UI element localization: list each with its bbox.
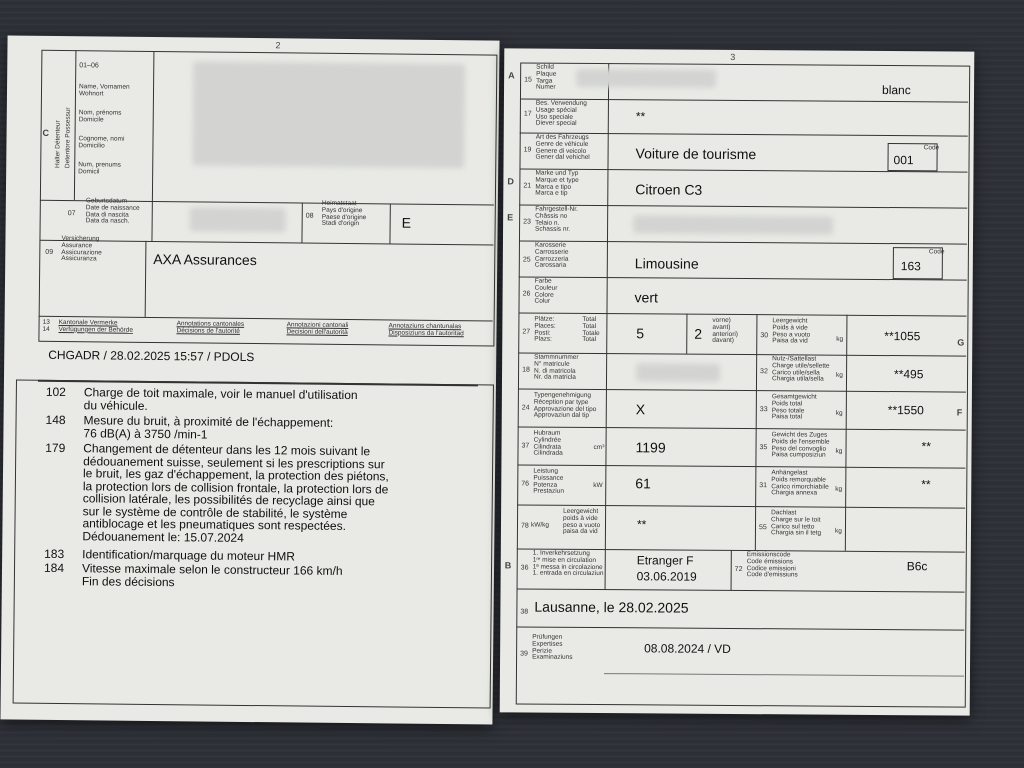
redacted-plate	[576, 69, 716, 88]
f25-code-label: Code	[928, 248, 945, 256]
f30-code: 30	[760, 332, 769, 340]
f25-label: Karosserie Carrosserie Carrozzeria Carossaria	[534, 241, 569, 270]
f55-unit: kg	[834, 527, 842, 535]
registration-page-left: 2 C Halter Détenteur Detentore Possessur 01–06 Name, Vornamen Wohnort Nom, prénoms Domicile Cognome, nomi Domicilio Num, prenums Domicil 07 Geburtsdatum Date de naissance Data di nascita Data da nasch. 08 Heimatstaat Pays d'origine Paese d'origine Stadi d'origin E 09 Versicherung Assurance Assicurazione Assicuranza AXA Assurances 13 14 Kantonale Vermerke Verfügungen der Behörde Annotations cantonales Décisions de l'autorité Annotazioni cantonali Decisioni dell'autorità Annotaziuns chantunalas Disposiziuns da l'autoritad CHGADR / 28.02.2025 15:57 / PDOLS 102 Charge de toit maximale, voir le manuel d'utilisation du véhicule. 148 Mesure du bruit, à proximité de l'échappement: 76 dB(A) à 3750 /min-1 179 Changement de détenteur dans les 12 mois suivant le dédouanement suisse, seulement si les prescriptions sur le bruit, les gaz d'échappement, la protection des piétons, la protection lors de collision frontale, la protection lors de collision latérale, les possibilités de recyclage ainsi que sur le système de contrôle de stabilité, le système antiblocage et les pneumatiques sont respectées. Dédouanement le: 15.07.2024 183 Identification/marquage du moteur HMR 184 Vitesse maximale selon le constructeur 166 km/h Fin des décisions	[0, 35, 499, 724]
annotations-rm: Annotaziuns chantunalas Disposiziuns da l'autoritad	[388, 322, 464, 338]
f18-code: 18	[522, 366, 530, 374]
f30-label: Leergewicht Poids à vide Peso a vuoto Paisa da vid	[772, 317, 811, 345]
f19-value: Voiture de tourisme	[635, 145, 757, 163]
f76-unit: kW	[593, 481, 603, 490]
annotations-fr: Annotations cantonales Décisions de l'autorité	[176, 320, 245, 335]
f32-label: Nutz-/Sattellast Charge utile/sellette Carico utile/sella Chargia utila/sella	[771, 355, 830, 383]
holder-cognome-label: Cognome, nomi Domicilio	[78, 135, 125, 150]
f17-label: Bes. Verwendung Usage spécial Uso speciale Diever special	[535, 99, 587, 128]
f36-label: 1. Inverkehrsetzung 1ʳᵉ mise en circulation 1ª messa in circolazione 1. entrada en circulaziun	[532, 549, 604, 578]
f25-code-value: 163	[900, 259, 921, 274]
f35-label: Gewicht des Zuges Poids de l'ensemble Peso del convoglio Paisa cumposiziun	[771, 431, 830, 460]
letter-e: E	[507, 212, 514, 223]
f27-front-label: vorne) avant) anteriori) davant)	[712, 316, 739, 345]
redacted-chassis-number	[633, 215, 833, 234]
f21-code: 21	[523, 182, 532, 190]
birth-code: 07	[67, 210, 76, 218]
f39-label: Prüfungen Expertises Perizie Examinaziuns	[532, 633, 573, 662]
f19-code-value: 001	[893, 153, 914, 168]
letter-b: B	[504, 560, 512, 571]
redacted-matricule	[636, 363, 720, 382]
f35-unit: kg	[835, 447, 843, 455]
f31-unit: kg	[835, 485, 843, 493]
f17-value: **	[635, 109, 646, 124]
f31-label: Anhängelast Poids remorquable Carico rimorchiabile Chargia annexa	[771, 469, 829, 497]
f17-code: 17	[523, 110, 532, 118]
holder-vertical-label-2: Detentore Possessur	[64, 107, 72, 169]
f30-unit: kg	[836, 335, 844, 343]
holder-name-label: Name, Vornamen Wohnort	[78, 83, 130, 98]
page-number-right: 3	[730, 51, 736, 62]
f23-code: 23	[523, 218, 531, 226]
f76-value: 61	[635, 475, 651, 492]
f25-value: Limousine	[634, 255, 699, 272]
f19-label: Art des Fahrzeugs Genre de véhicule Genere di veicolo Gener dal vehichel	[535, 133, 590, 162]
f37-value: 1199	[635, 439, 666, 456]
page-number-left: 2	[275, 40, 281, 51]
f33-value: **1550	[887, 403, 924, 418]
letter-d: D	[507, 176, 514, 187]
redacted-holder-name	[192, 61, 465, 168]
f27-label: Plätze: Places: Posti: Plazs:	[534, 315, 556, 344]
f27-seats-total: 5	[636, 325, 645, 342]
f37-label: Hubraum Cylindrée Cilindrata Cilindrada	[533, 429, 563, 458]
annotations-it: Annotazioni cantonali Decisioni dell'autorità	[286, 321, 349, 336]
f32-value: **495	[894, 367, 924, 382]
f76-label: Leistung Puissance Potenza Prestaziun	[533, 467, 564, 496]
f19-code-label: Code	[923, 144, 940, 152]
f27-label-total: Total Total Totale Total	[582, 315, 600, 344]
authority-label: Kantonale Vermerke Verfügungen der Behörde	[58, 318, 134, 334]
origin-label: Heimatstaat Pays d'origine Paese d'origine Stadi d'origin	[321, 199, 367, 228]
insurance-code: 09	[45, 248, 54, 256]
f27-seats-front: 2	[694, 325, 703, 342]
f37-code: 37	[521, 442, 530, 450]
f32-unit: kg	[836, 371, 843, 379]
insurance-value: AXA Assurances	[153, 250, 257, 269]
f30-value: **1055	[884, 329, 921, 344]
f24-value: X	[635, 401, 646, 418]
f21-label: Marke und Typ Marque et type Marca e tipo Marca e tip	[535, 169, 579, 198]
f55-code: 55	[758, 524, 767, 532]
f39-code: 39	[520, 650, 528, 658]
letter-g: G	[957, 337, 965, 348]
f32-code: 32	[760, 368, 768, 376]
f15-value: blanc	[881, 83, 911, 98]
f24-code: 24	[521, 404, 530, 412]
f24-label: Typengenehmigung Réception par type Approvazione del tipo Approvaziun dal tip	[533, 391, 597, 420]
f26-label: Farbe Couleur Colore Colur	[534, 277, 558, 306]
f15-label: Schild Plaque Targa Numer	[536, 63, 557, 92]
f18-label: Stammnummer N° matricule N. di matricola Nr. da matricla	[534, 353, 579, 382]
f21-value: Citroen C3	[635, 181, 703, 198]
f72-label: Emissionscode Code émissions Codice emissioni Code d'emissiuns	[746, 551, 798, 579]
f78-label: Leergewicht poids à vide peso a vuoto paisa da vid	[562, 507, 601, 536]
f38-code: 38	[520, 608, 529, 616]
f55-label: Dachlast Charge sur le toit Carico sul tetto Chargia sin il tetg	[770, 509, 822, 537]
f36-code: 36	[520, 564, 529, 572]
f36-value-country: Etranger F	[636, 553, 694, 568]
letter-a: A	[508, 70, 515, 81]
holder-num-label: Num, prenums Domicil	[78, 161, 121, 176]
f78-unit: kW/kg	[530, 521, 550, 529]
f27-code: 27	[522, 328, 531, 336]
letter-f: F	[956, 407, 963, 418]
f72-value: B6c	[906, 559, 928, 574]
f26-code: 26	[522, 290, 531, 298]
holder-nom-label: Nom, prénoms Domicile	[78, 109, 122, 124]
f37-unit: cm³	[593, 444, 605, 452]
f33-unit: kg	[835, 409, 843, 417]
f39-value: 08.08.2024 / VD	[644, 641, 731, 656]
f35-value: **	[921, 439, 931, 454]
f78-value: **	[636, 517, 647, 532]
f15-code: 15	[524, 76, 532, 84]
f72-code: 72	[734, 565, 743, 574]
f25-code: 25	[522, 256, 531, 264]
holder-row-codes: 01–06	[79, 62, 99, 70]
insurance-label: Versicherung Assurance Assicurazione Assicuranza	[61, 235, 102, 263]
f31-code: 31	[759, 482, 768, 490]
f19-code: 19	[523, 146, 532, 154]
f38-value: Lausanne, le 28.02.2025	[534, 598, 689, 616]
section-letter-c: C	[42, 127, 50, 138]
registration-page-right	[500, 48, 975, 715]
authority-codes: 13 14	[42, 318, 50, 333]
f76-code: 76	[521, 480, 530, 488]
origin-code: 08	[305, 212, 314, 220]
f78-code: 78	[520, 522, 529, 530]
f23-label: Fahrgestell-Nr. Châssis no Telaio n. Schassis nr.	[535, 205, 578, 234]
registration-stamp: CHGADR / 28.02.2025 15:57 / PDOLS	[48, 347, 255, 365]
f33-code: 33	[759, 406, 768, 414]
f26-value: vert	[634, 289, 658, 306]
f36-value-date: 03.06.2019	[636, 569, 697, 584]
f31-value: **	[921, 477, 931, 492]
f33-label: Gesamtgewicht Poids total Peso totale Paisa total	[771, 393, 817, 421]
f35-code: 35	[759, 444, 768, 452]
birth-label: Geburtsdatum Date de naissance Data di nascita Data da nasch.	[85, 197, 140, 226]
redacted-birth-date	[190, 207, 286, 232]
origin-value: E	[401, 214, 412, 231]
holder-vertical-label-1: Halter Détenteur	[54, 120, 62, 169]
